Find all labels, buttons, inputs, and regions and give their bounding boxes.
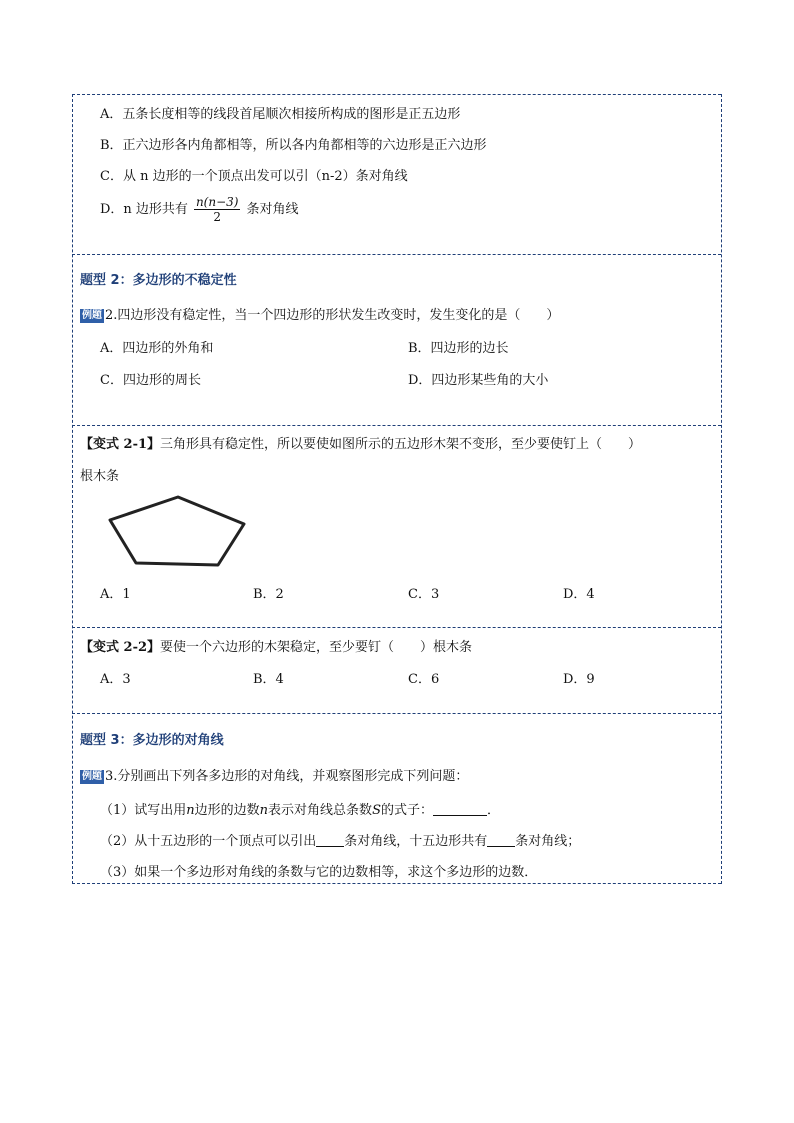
variant-2-1-text: 三角形具有稳定性，所以要使如图所示的五边形木架不变形，至少要使钉上（ ） [160, 437, 642, 452]
var21-option-d: D．4 [563, 587, 595, 602]
q1-option-a: A．五条长度相等的线段首尾顺次相接所构成的图形是正五边形 [100, 107, 461, 122]
ex2-option-d: D．四边形某些角的大小 [408, 373, 549, 388]
var21-option-c: C．3 [408, 587, 440, 602]
ex3-q1-part-d: 的式子： [380, 803, 433, 818]
ex3-q1-var-s: S [372, 803, 381, 818]
example-tag: 例题 [82, 310, 102, 321]
q1-fraction-numerator: n(n−3) [195, 195, 239, 209]
var22-option-b: B．4 [253, 672, 284, 687]
ex2-option-c: C．四边形的周长 [100, 373, 201, 388]
example-tag-3: 例题 [82, 771, 102, 782]
ex3-q1-var-n: n [186, 803, 195, 818]
q1-option-c: C．从 n 边形的一个顶点出发可以引（n-2）条对角线 [100, 169, 408, 184]
ex3-question-2 [100, 830, 580, 849]
section-2-title: 题型 2：多边形的不稳定性 [80, 273, 237, 288]
q1-fraction [194, 195, 241, 224]
ex3-question-1 [100, 799, 500, 818]
ex3-q1-end: ． [486, 803, 500, 818]
var22-option-c: C．6 [408, 672, 440, 687]
ex3-q1-var-n2: n [259, 803, 269, 818]
ex3-q2-blank-1[interactable] [316, 834, 344, 847]
pentagon-shape [110, 497, 244, 565]
ex3-q1-part-b: 边形的边数 [194, 803, 260, 818]
example-2-stem [80, 304, 559, 323]
q1-option-d-prefix: D．n 边形共有 [100, 202, 188, 217]
variant-2-2-label: 【变式 2-2】 [80, 640, 161, 655]
variant-2-1-stem [80, 433, 641, 452]
q1-fraction-denominator: 2 [213, 210, 222, 224]
q1-option-b: B．正六边形各内角都相等，所以各内角都相等的六边形是正六边形 [100, 138, 487, 153]
var22-option-d: D．9 [563, 672, 595, 687]
q1-option-d [100, 195, 298, 224]
separator-4 [72, 713, 721, 714]
var22-option-a: A．3 [100, 672, 131, 687]
frame-bottom-border [72, 883, 721, 884]
variant-2-1-text-cont: 根木条 [80, 469, 120, 484]
pentagon-figure [100, 490, 255, 575]
ex3-q2-blank-2[interactable] [487, 834, 515, 847]
variant-2-2-stem [80, 636, 472, 655]
var21-option-b: B．2 [253, 587, 284, 602]
ex3-q2-part-c: 条对角线； [515, 834, 581, 849]
frame-top-border [72, 94, 721, 95]
separator-3 [72, 627, 721, 628]
ex2-option-a: A．四边形的外角和 [100, 341, 214, 356]
example-2-text: 2.四边形没有稳定性，当一个四边形的形状发生改变时，发生变化的是（ ） [105, 308, 560, 323]
ex3-q1-answer-blank[interactable] [433, 803, 487, 816]
ex3-q1-part-c: 表示对角线总条数 [268, 803, 373, 818]
ex2-option-b: B．四边形的边长 [408, 341, 509, 356]
example-3-text: 3.分别画出下列各多边形的对角线，并观察图形完成下列问题： [105, 769, 469, 784]
ex3-question-3: （3）如果一个多边形对角线的条数与它的边数相等，求这个多边形的边数． [100, 865, 538, 880]
section-3-title: 题型 3：多边形的对角线 [80, 733, 224, 748]
ex3-q2-part-b: 条对角线，十五边形共有 [344, 834, 488, 849]
q1-option-d-suffix: 条对角线 [246, 202, 299, 217]
variant-2-2-text: 要使一个六边形的木架稳定，至少要钉（ ）根木条 [160, 640, 473, 655]
example-3-stem [80, 765, 468, 784]
separator-2 [72, 425, 721, 426]
ex3-q1-part-a: （1）试写出用 [100, 803, 187, 818]
separator-1 [72, 254, 721, 255]
variant-2-1-label: 【变式 2-1】 [80, 437, 161, 452]
var21-option-a: A．1 [100, 587, 131, 602]
ex3-q2-part-a: （2）从十五边形的一个顶点可以引出 [100, 834, 317, 849]
